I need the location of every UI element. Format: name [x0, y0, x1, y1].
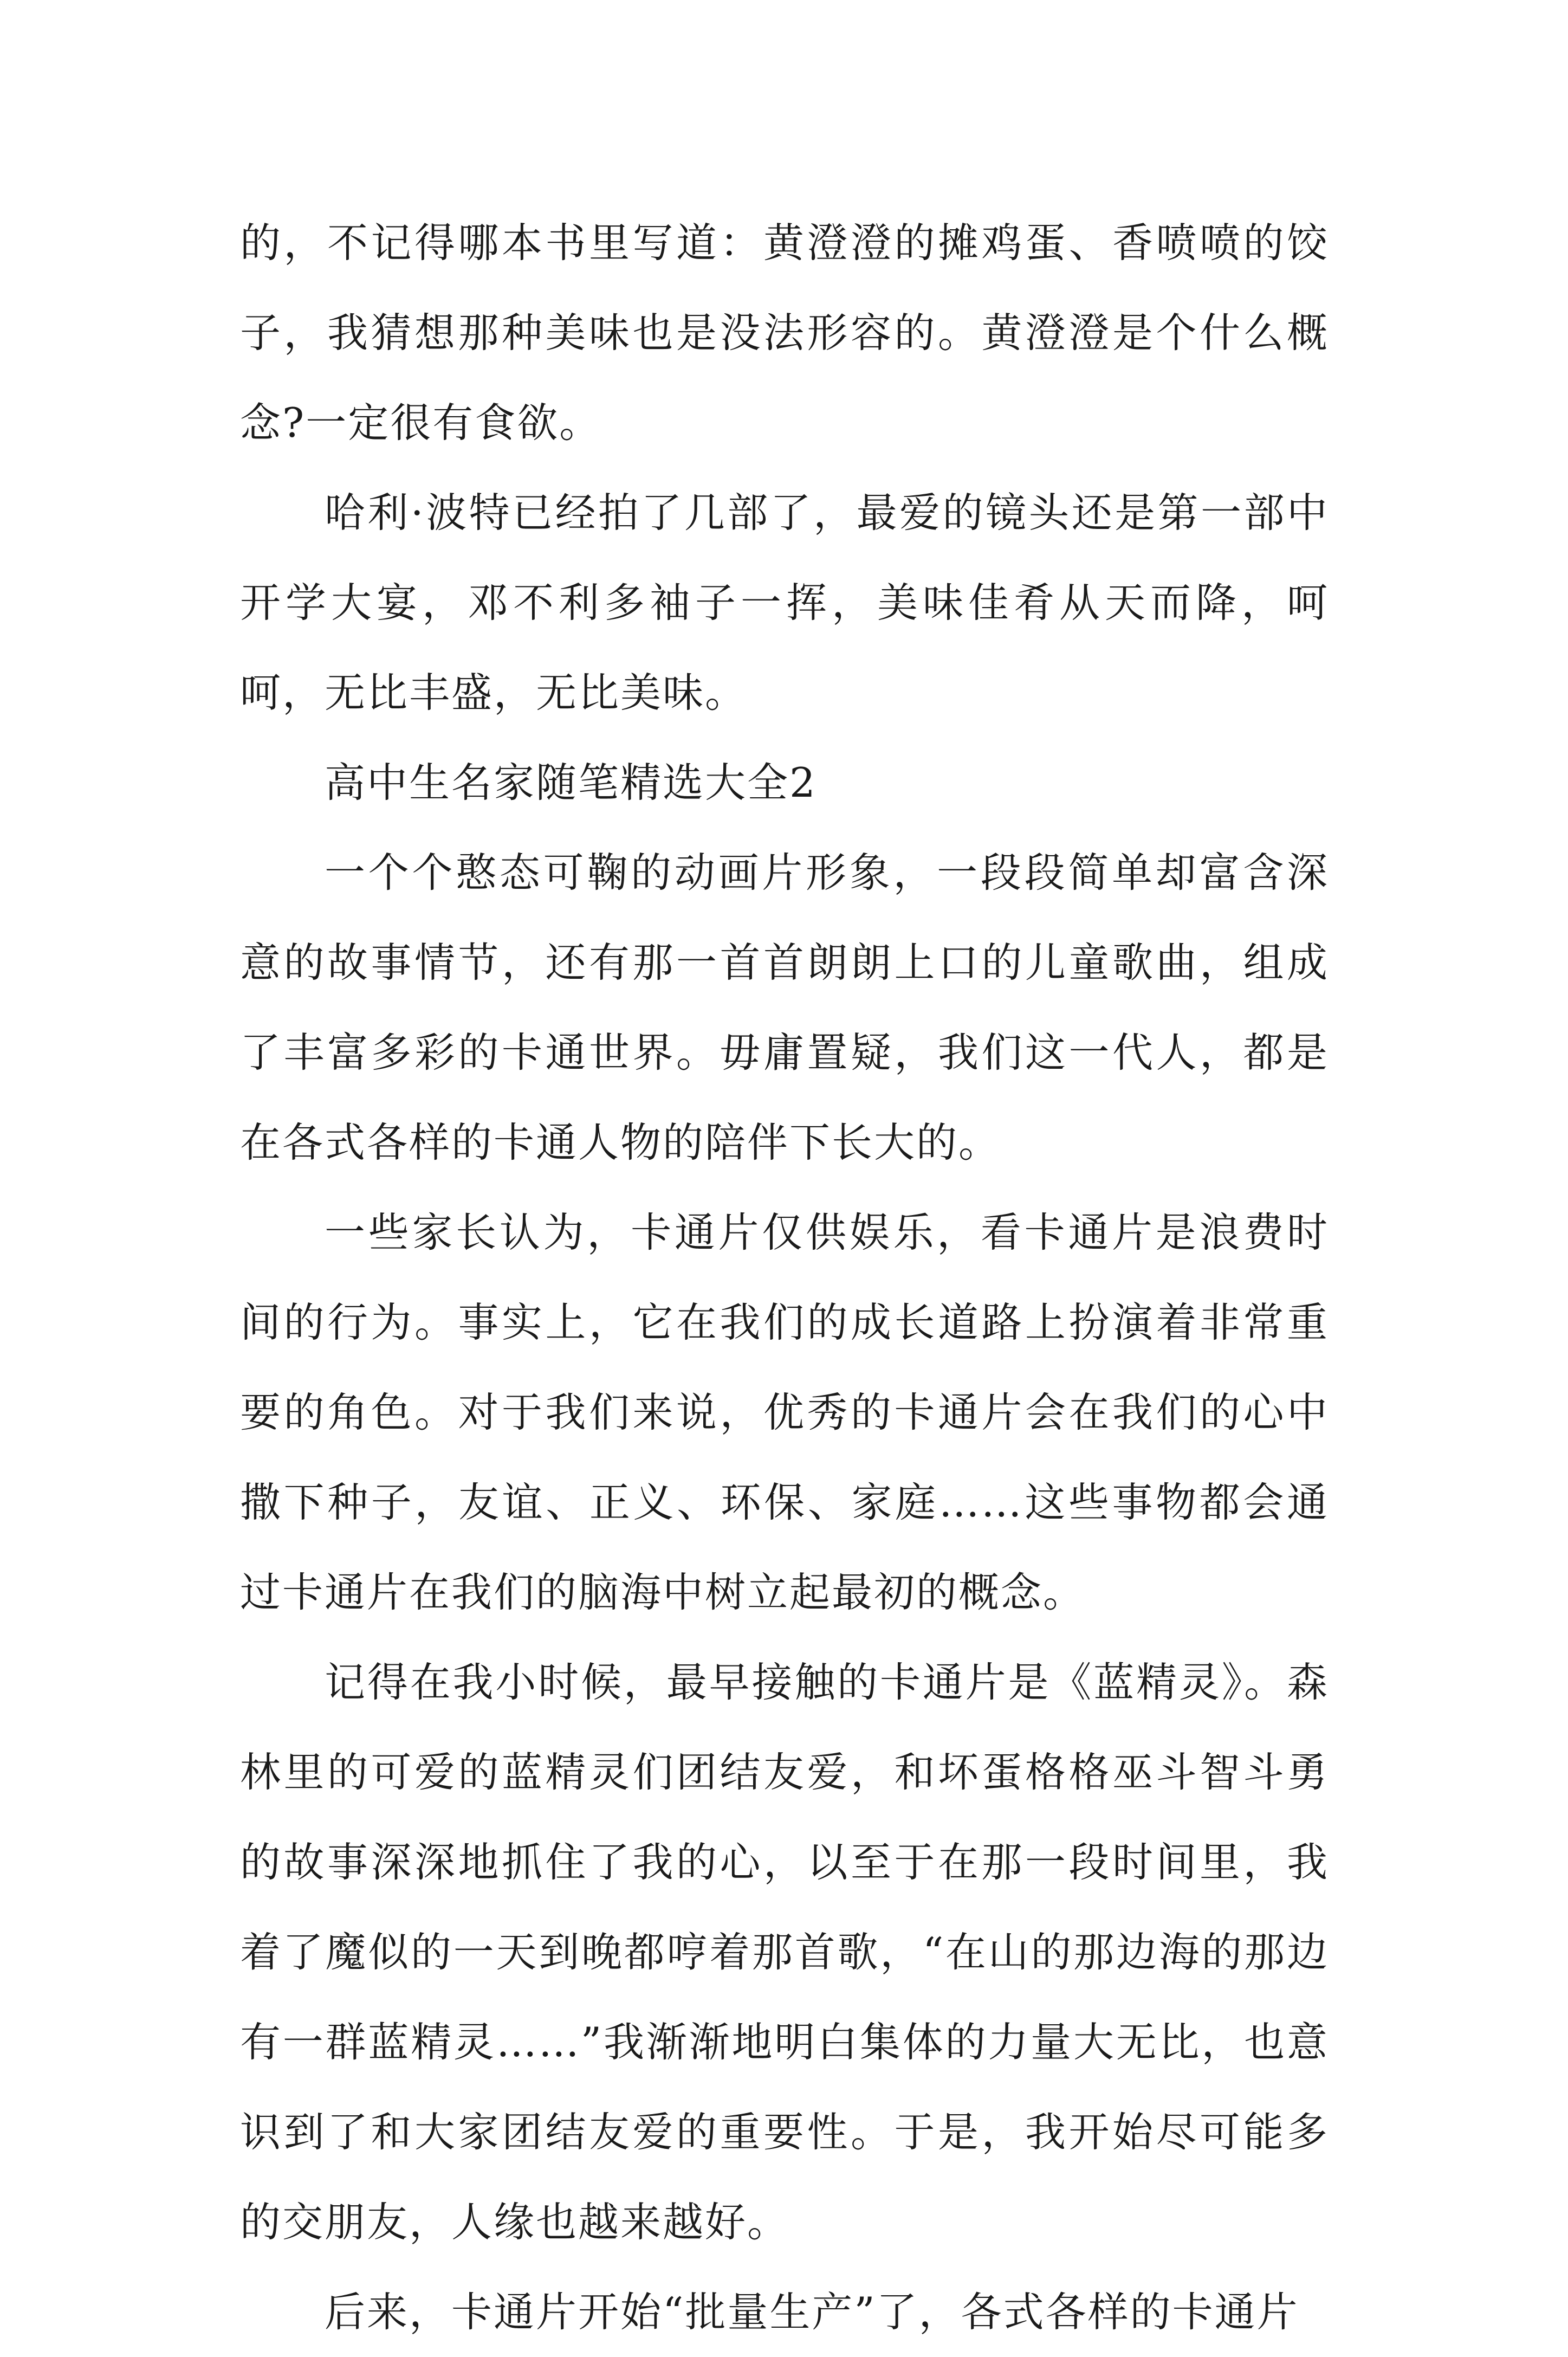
section-heading: 高中生名家随笔精选大全2	[325, 759, 817, 806]
paragraph-harry-potter: 哈利·波特已经拍了几部了，最爱的镜头还是第一部中开学大宴，邓不利多袖子一挥，美味佳肴从天而降，呵呵，无比丰盛，无比美味。	[240, 489, 1329, 716]
document-body	[240, 198, 1329, 2357]
paragraph-parents-view: 一些家长认为，卡通片仅供娱乐，看卡通片是浪费时间的行为。事实上，它在我们的成长道路上扮演着非常重要的角色。对于我们来说，优秀的卡通片会在我们的心中撒下种子，友谊、正义、环保、家庭……这些事物都会通过卡通片在我们的脑海中树立起最初的概念。	[240, 1209, 1329, 1616]
paragraph-continuation: 的，不记得哪本书里写道：黄澄澄的摊鸡蛋、香喷喷的饺子，我猜想那种美味也是没法形容的。黄澄澄是个什么概念?一定很有食欲。	[240, 219, 1329, 447]
paragraph-smurfs: 记得在我小时候，最早接触的卡通片是《蓝精灵》。森林里的可爱的蓝精灵们团结友爱，和坏蛋格格巫斗智斗勇的故事深深地抓住了我的心，以至于在那一段时间里，我着了魔似的一天到晚都哼着那首歌，“在山的那边海的那边有一群蓝精灵……”我渐渐地明白集体的力量大无比，也意识到了和大家团结友爱的重要性。于是，我开始尽可能多的交朋友，人缘也越来越好。	[240, 1658, 1329, 2246]
paragraph-cartoon-world: 一个个憨态可鞠的动画片形象，一段段简单却富含深意的故事情节，还有那一首首朗朗上口的儿童歌曲，组成了丰富多彩的卡通世界。毋庸置疑，我们这一代人，都是在各式各样的卡通人物的陪伴下长大的。	[240, 849, 1329, 1166]
paragraph-later: 后来，卡通片开始“批量生产”了，各式各样的卡通片	[325, 2288, 1299, 2336]
